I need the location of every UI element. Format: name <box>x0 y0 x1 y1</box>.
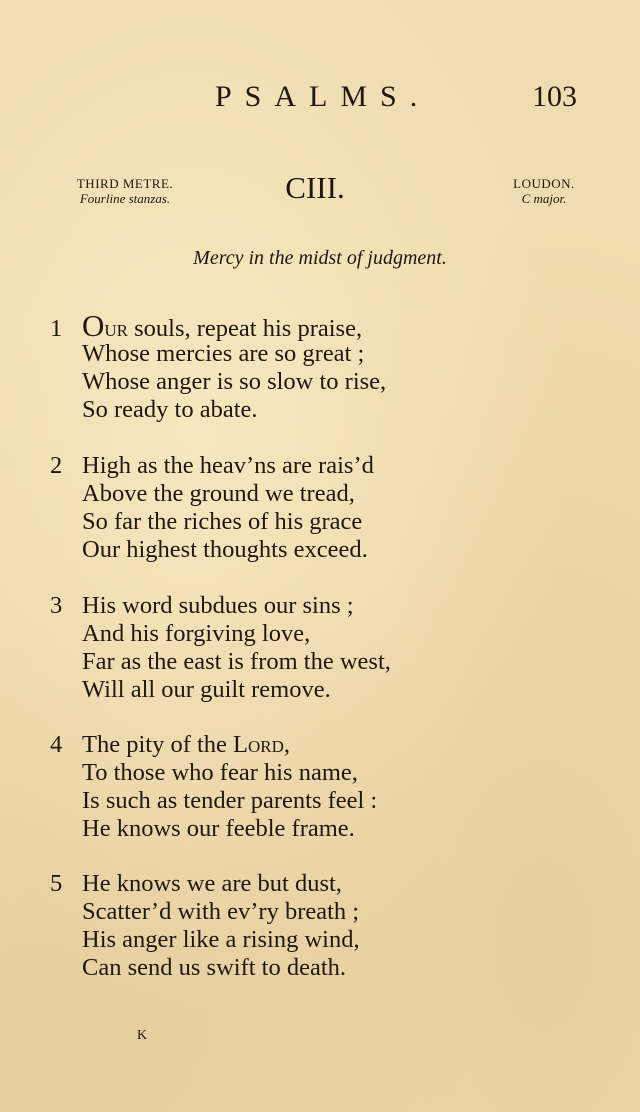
stanza-number: 2 <box>50 452 63 479</box>
stanza-line <box>50 676 610 704</box>
stanza-line <box>50 954 610 982</box>
line-text: Whose mercies are so great ; <box>82 340 365 367</box>
line-text: Can send us swift to death. <box>82 954 347 981</box>
line-text: Far as the east is from the west, <box>82 648 391 675</box>
drop-initial: O <box>82 308 105 343</box>
line-text: So far the riches of his grace <box>82 508 363 535</box>
stanza-line <box>50 870 610 898</box>
tune-name: LOUDON. <box>513 176 575 191</box>
stanza-line <box>50 731 610 759</box>
signature-mark: K <box>137 1028 148 1043</box>
stanza-line <box>50 452 610 480</box>
tune-key: C major. <box>521 191 567 206</box>
line-text: And his forgiving love, <box>82 620 311 647</box>
stanza-form: Fourline stanzas. <box>79 191 171 206</box>
line-text: Is such as tender parents feel : <box>82 787 378 814</box>
stanza-5 <box>50 870 610 982</box>
stanza-line <box>50 592 610 620</box>
psalm-number: CIII. <box>285 170 345 205</box>
stanza-line <box>50 787 610 815</box>
stanza-line <box>50 759 610 787</box>
stanza-line <box>50 815 610 843</box>
tune-label-right <box>500 176 588 206</box>
stanza-line <box>50 340 610 368</box>
stanza-number: 4 <box>50 731 63 758</box>
line-text: So ready to abate. <box>82 396 258 423</box>
line-text: He knows our feeble frame. <box>82 815 355 842</box>
page-number: 103 <box>532 80 577 113</box>
stanza-line <box>50 396 610 424</box>
stanza-line <box>50 368 610 396</box>
line-text: Above the ground we tread, <box>82 480 355 507</box>
small-caps-text: ur <box>104 315 129 342</box>
stanza-line <box>50 480 610 508</box>
metre-label-left <box>55 176 195 206</box>
line-text: High as the heav’ns are rais’d <box>82 452 374 479</box>
line-text: To those who fear his name, <box>82 759 358 786</box>
line-text: His anger like a rising wind, <box>82 926 360 953</box>
running-title: PSALMS. <box>215 80 431 113</box>
stanza-4 <box>50 731 610 843</box>
line-text: Will all our guilt remove. <box>82 676 331 703</box>
line-text: His word subdues our sins ; <box>82 592 354 619</box>
line-text: The pity of the <box>82 731 234 758</box>
small-caps-text: Lord <box>233 731 284 758</box>
psalm-subtitle: Mercy in the midst of judgment. <box>193 247 447 269</box>
stanza-number: 1 <box>50 315 63 342</box>
stanza-line <box>50 648 610 676</box>
stanza-number: 5 <box>50 870 63 897</box>
line-text: Our highest thoughts exceed. <box>82 536 368 563</box>
line-text: , <box>283 731 291 758</box>
stanza-line <box>50 620 610 648</box>
stanza-3 <box>50 592 610 704</box>
line-text: Whose anger is so slow to rise, <box>82 368 387 395</box>
stanza-2 <box>50 452 610 564</box>
stanza-number: 3 <box>50 592 63 619</box>
stanza-line <box>50 508 610 536</box>
metre-name: THIRD METRE. <box>76 176 174 191</box>
stanza-line <box>50 536 610 564</box>
stanza-line <box>50 308 610 343</box>
stanza-line <box>50 926 610 954</box>
line-text: souls, repeat his praise, <box>128 315 363 342</box>
line-text: He knows we are but dust, <box>82 870 342 897</box>
line-text: Scatter’d with ev’ry breath ; <box>82 898 360 925</box>
stanza-line <box>50 898 610 926</box>
stanza-1 <box>50 308 610 424</box>
